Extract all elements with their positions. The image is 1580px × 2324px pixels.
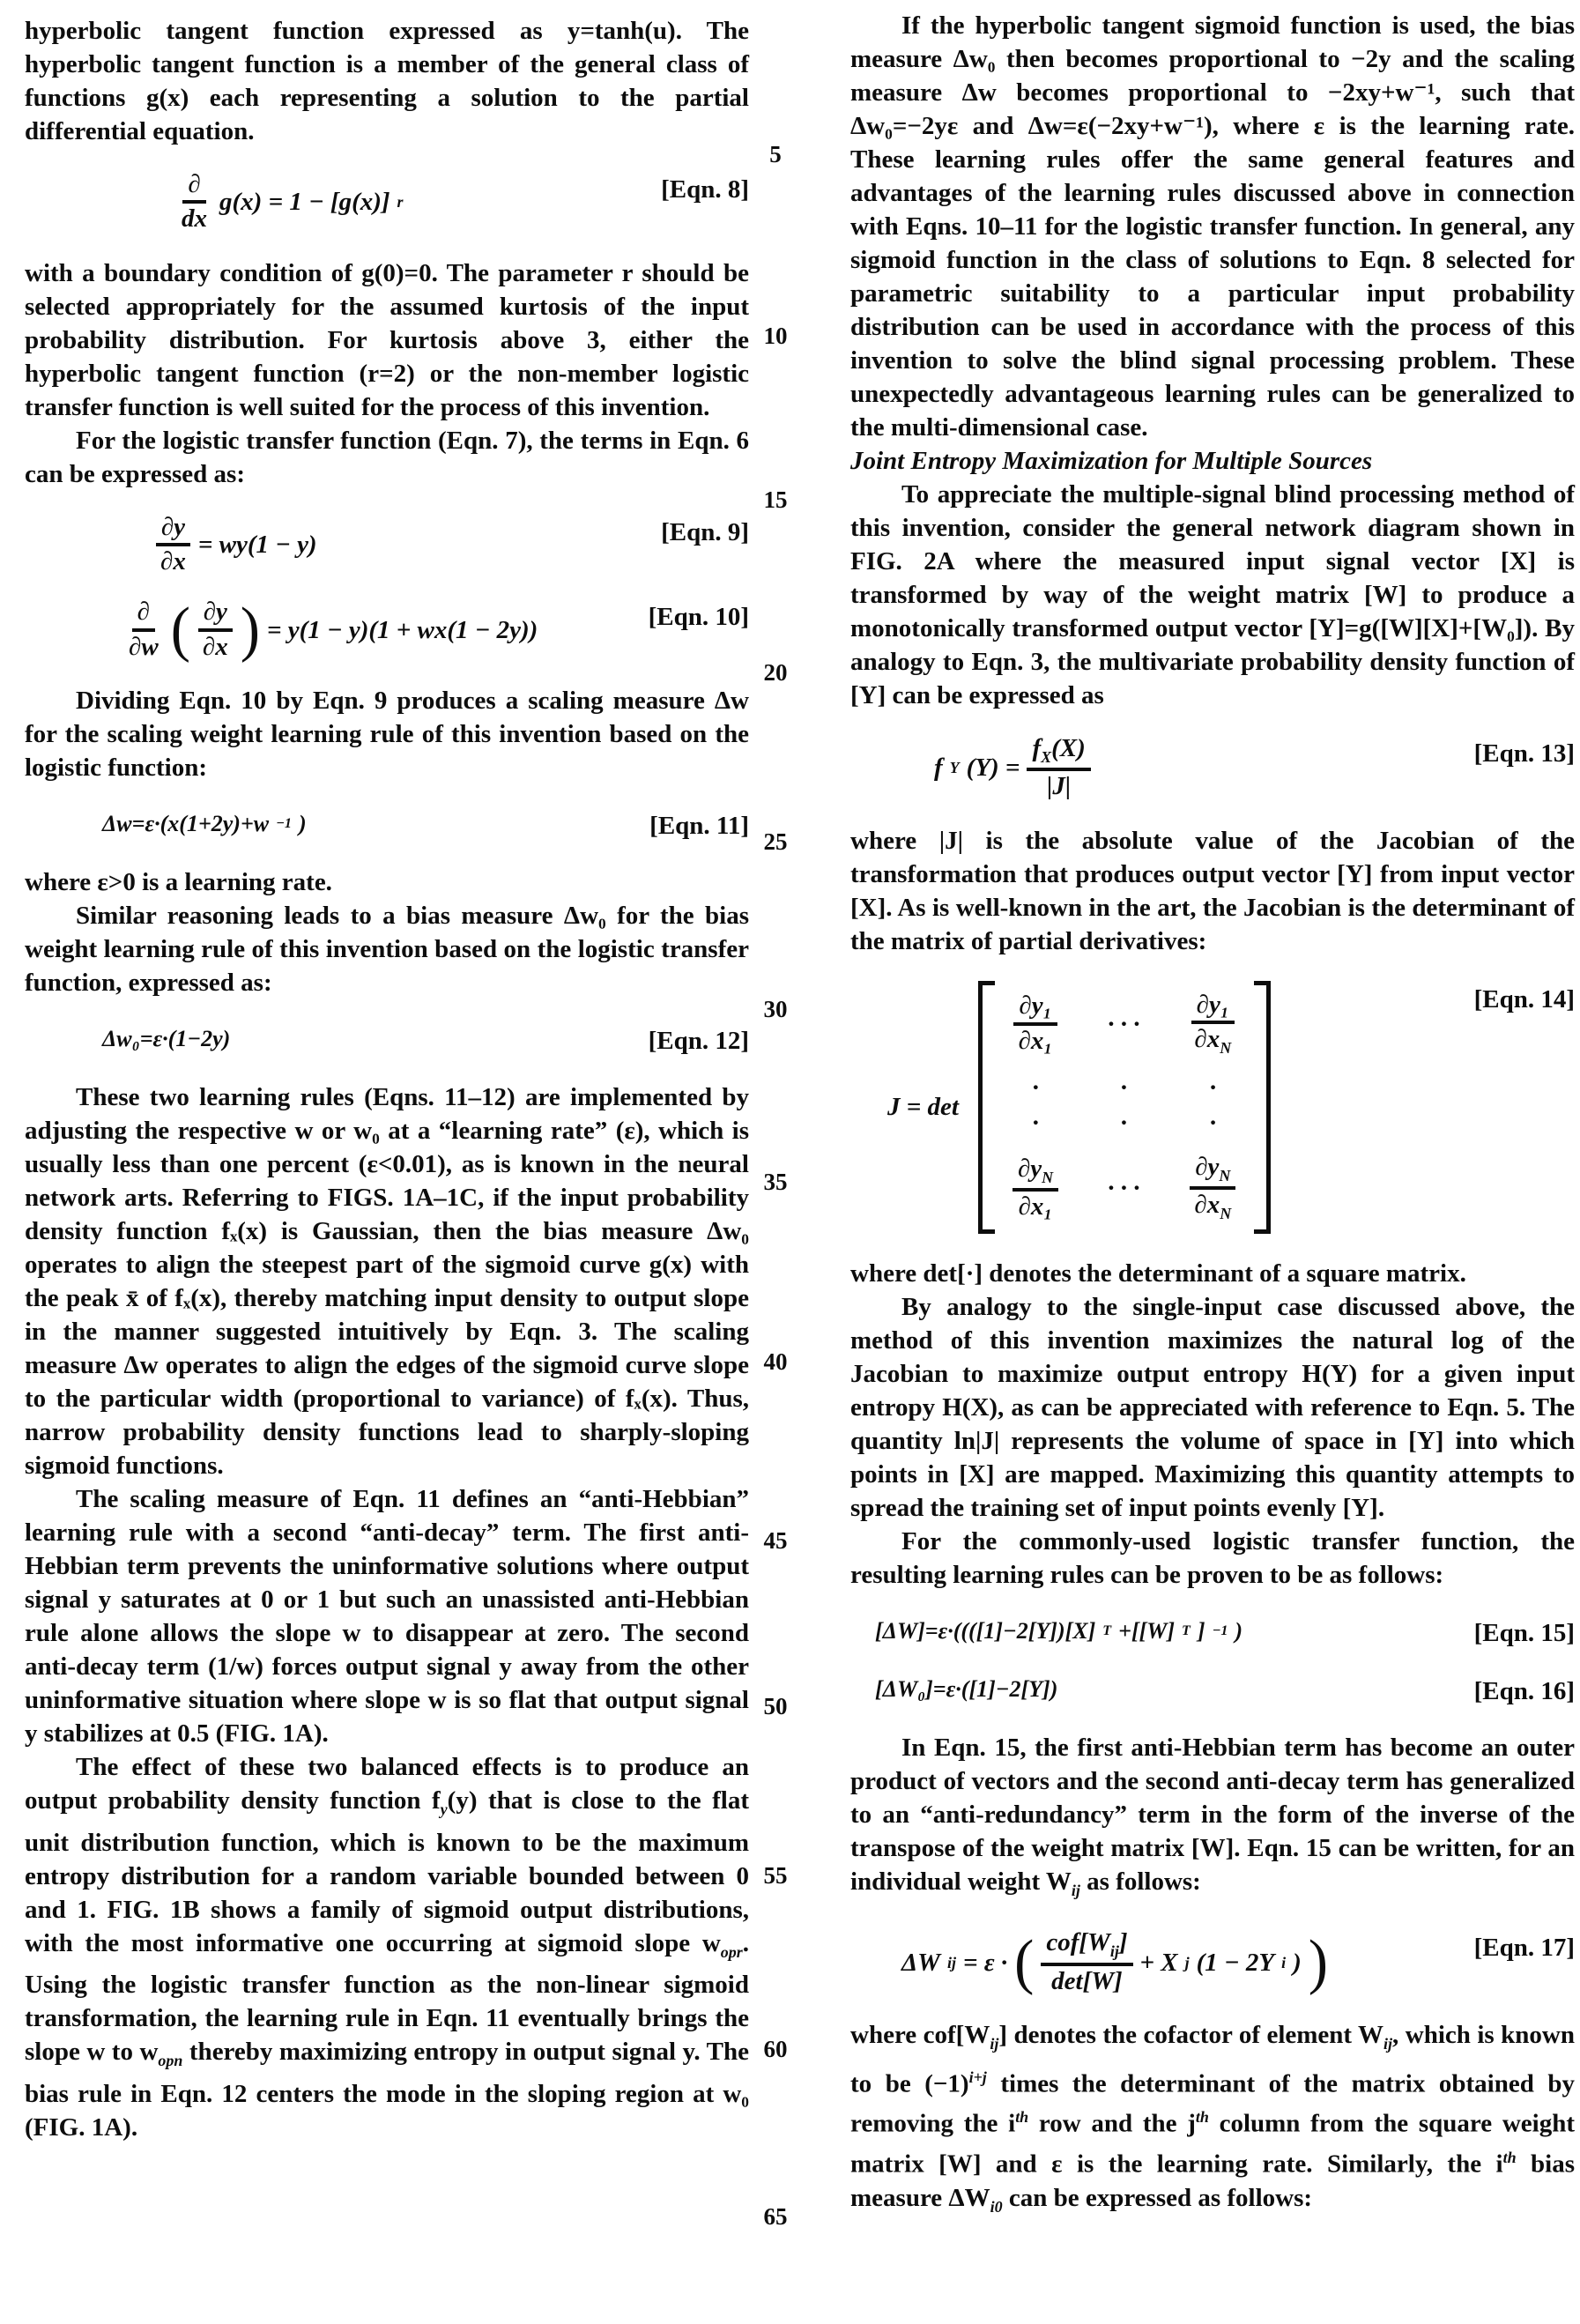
matrix-bracket-left: [978, 981, 995, 1234]
j-det-prefix: J = det: [887, 1093, 959, 1122]
equation-16: [850, 1673, 1575, 1708]
p17-text-d: times the determinant of the matrix obtained by removing the i: [850, 2069, 1575, 2138]
fraction-denominator: |J|: [1047, 772, 1072, 801]
subscript-X: X: [1041, 747, 1052, 766]
paragraph-resulting-rules: For the commonly-used logistic transfer function, the resulting learning rules can be proven to be as follows:: [850, 1526, 1575, 1589]
line-number-50: 50: [763, 1693, 788, 1719]
p9-text-a: The effect of these two balanced effects is to produce an output probability density function f: [25, 1752, 749, 1815]
fraction-numerator: $cof[W_{ij}]$: [1041, 1929, 1132, 1965]
equation-15-mid: +[[W]: [1118, 1617, 1176, 1644]
equation-10-rhs: = y(1 − y)(1 + wx(1 − 2y)): [266, 615, 538, 644]
paragraph-two-learning-rules: These two learning rules (Eqns. 11–12) are implemented by adjusting the respective w or w₀ at a “learning rate” (ε), which is usually less than one percent (ε<0.01), as is known in the neural network arts. Referring to FIGS. 1A–1C, if the input probability density function fₓ(x) is Gaussian, then the bias measure Δw₀ operates to align the steepest part of the sigmoid curve g(x) with the peak x̄ of fₓ(x), thereby matching input density to output slope in the manner suggested intuitively by Eqn. 3. The scaling measure Δw operates to align the edges of the sigmoid curve slope to the particular width (proportional to variance) of fₓ(x). Thus, narrow probability density functions lead to sharply-sloping sigmoid functions.: [25, 1082, 749, 1480]
plus-term: + X: [1139, 1948, 1178, 1977]
subscript-ij: ij: [990, 2034, 999, 2053]
p16-text-a: In Eqn. 15, the first anti-Hebbian term has become an outer product of vectors and the second anti-decay term has generalized to an “anti-redundancy” term in the form of the inverse of the transpose of the weight matrix [W]. Eqn. 15 can be written, for an individual weight W: [850, 1733, 1575, 1896]
equation-16-formula: [875, 1673, 1057, 1706]
subscript-i: i: [1281, 1953, 1287, 1971]
fraction: [197, 598, 234, 661]
paragraph-det-note: where det[·] denotes the determinant of a square matrix.: [850, 1259, 1466, 1288]
equation-9: [25, 514, 749, 576]
section-heading-joint-entropy: Joint Entropy Maximization for Multiple Sources: [850, 447, 1373, 475]
close-paren: ): [1308, 1927, 1328, 1996]
fraction: [1027, 735, 1090, 801]
line-number-60: 60: [763, 2036, 788, 2062]
p9-text-b: (y) that is close to the flat unit distribution function, which is known to be the maximum entropy distribution for a random variable bounded between 0 and 1. FIG. 1B shows a family of sigmoid output distributions, with the most informative one occurring at sigmoid slope w: [25, 1786, 750, 1957]
matrix-dots: · · ·: [1108, 1174, 1140, 1203]
superscript-th: th: [1502, 2148, 1517, 2166]
p17-text-a: where cof[W: [850, 2020, 990, 2049]
matrix-entry-N1: [1013, 1155, 1058, 1221]
line-number-20: 20: [763, 659, 788, 686]
equation-8-body: g(x) = 1 − [g(x)]: [219, 188, 390, 217]
matrix-dots: · · ·: [1108, 1009, 1140, 1038]
equation-9-formula: [155, 514, 317, 576]
superscript-th: th: [1015, 2108, 1029, 2127]
equation-8-label: [Eqn. 8]: [661, 175, 749, 204]
equation-10: [25, 595, 749, 664]
equation-9-rhs: = wy(1 − y): [197, 530, 317, 559]
left-column: [25, 14, 749, 2144]
open-paren: (: [170, 595, 190, 664]
fraction-numerator: ∂y₁: [1191, 991, 1235, 1024]
subscript-Y: Y: [949, 759, 960, 777]
p9-text-c: . Using the logistic transfer function as the non-linear sigmoid transformation, the learning rule in Eqn. 11 eventually brings the slope w to w: [25, 1928, 749, 2067]
line-number-55: 55: [763, 1862, 788, 1889]
paragraph-cofactor: [850, 2018, 1575, 2224]
equation-14-formula: [887, 981, 1271, 1234]
subscript-N: N: [1219, 1166, 1231, 1184]
paragraph-anti-hebbian: The scaling measure of Eqn. 11 defines an “anti-Hebbian” learning rule with a second “anti-decay” term. The first anti-Hebbian term prevents the uninformative solutions where output signal y saturates at 0 or 1 but such an unassisted anti-Hebbian rule alone allows the slope w to disappear at zero. The second anti-decay term (1/w) forces output signal y away from the other uninformative situation where slope w is so flat that output signal y stabilizes at 0.5 (FIG. 1A).: [25, 1484, 749, 1748]
equation-11-label: [Eqn. 11]: [649, 811, 749, 840]
equation-12: [25, 1022, 749, 1058]
fraction-denominator: dx: [182, 204, 207, 234]
paragraph-outer-product: [850, 1731, 1575, 1907]
paragraph-logistic-terms: For the logistic transfer function (Eqn. 7), the terms in Eqn. 6 can be expressed as:: [25, 426, 749, 488]
p9-text-d: thereby maximizing entropy in output signal y. The bias rule in Eqn. 12 centers the mode in the sloping region at w₀ (FIG. 1A).: [25, 2038, 749, 2142]
equation-12-formula: [102, 1022, 230, 1056]
equation-10-formula: [123, 595, 538, 664]
equation-12-body: Δw₀=ε·(1−2y): [102, 1025, 231, 1051]
matrix-dot: ·: [1032, 1073, 1039, 1103]
paragraph-bias-measure: Similar reasoning leads to a bias measure Δw₀ for the bias weight learning rule of this invention based on the logistic transfer function, expressed as:: [25, 901, 749, 997]
fraction: [155, 514, 191, 576]
matrix-dot: ·: [1032, 1109, 1039, 1138]
matrix-entry-11: [1013, 992, 1058, 1055]
matrix-dot: ·: [1209, 1073, 1216, 1103]
fraction: [123, 598, 164, 661]
equation-16-label: [Eqn. 16]: [1473, 1676, 1575, 1705]
equation-14: [850, 981, 1575, 1234]
equation-12-label: [Eqn. 12]: [648, 1026, 749, 1055]
superscript-th: th: [1195, 2108, 1209, 2127]
close-paren: ): [240, 595, 260, 664]
subscript-ij: ij: [1071, 1881, 1080, 1899]
equation-10-label: [Eqn. 10]: [648, 603, 749, 632]
delta-w: ΔW: [901, 1948, 940, 1977]
equation-13: [850, 735, 1575, 801]
matrix: [978, 981, 1271, 1234]
fraction-numerator: ∂y₁: [1013, 992, 1057, 1025]
fraction-denominator: ∂x₁: [1018, 1026, 1053, 1055]
p17-text-h: can be expressed as follows:: [1002, 2183, 1313, 2212]
subscript-N: N: [1042, 1168, 1054, 1186]
equation-17-label: [Eqn. 17]: [1473, 1934, 1575, 1963]
paragraph-dividing-eqns: Dividing Eqn. 10 by Eqn. 9 produces a scaling measure Δw for the scaling weight learning rule of this invention based on the logistic function:: [25, 686, 749, 782]
paragraph-multiple-signal: To appreciate the multiple-signal blind processing method of this invention, consider the general network diagram shown in FIG. 2A where the measured input signal vector [X] is transformed by way of the weight matrix [W] to produce a monotonically transformed output vector [Y]=g([W][X]+[W₀]). By analogy to Eqn. 3, the multivariate probability density function of [Y] can be expressed as: [850, 480, 1575, 709]
line-number-30: 30: [763, 996, 788, 1022]
matrix-dot: ·: [1120, 1073, 1127, 1103]
open-paren: (: [1014, 1927, 1035, 1996]
matrix-dot: ·: [1209, 1109, 1216, 1138]
matrix-grid: [995, 981, 1254, 1234]
fraction: [1041, 1929, 1132, 1995]
superscript-i-plus-j: i+j: [968, 2068, 987, 2086]
p16-text-b: as follows:: [1079, 1867, 1201, 1896]
numerator-arg: (X): [1051, 734, 1086, 762]
equation-17: [850, 1929, 1575, 1995]
equation-13-label: [Eqn. 13]: [1473, 739, 1575, 768]
line-number-65: 65: [763, 2203, 788, 2230]
subscript-opr: opr: [720, 1942, 743, 1961]
fraction-numerator: ∂y: [156, 514, 190, 546]
p17-text-f: column from the square weight matrix [W] and ε is the learning rate. Similarly, the i: [850, 2109, 1575, 2179]
matrix-entry-1N: [1189, 991, 1236, 1058]
exponent-r: r: [397, 193, 404, 212]
equation-13-lhs: (Y) =: [966, 754, 1020, 783]
fraction-numerator: $\partial y_N$: [1013, 1155, 1058, 1192]
equation-11: [25, 807, 749, 843]
p17-text-e: row and the j: [1028, 2109, 1196, 2138]
equation-13-formula: [934, 735, 1091, 801]
equation-15-body: [ΔW]=ε·((([1]−2[Y])[X]: [875, 1617, 1096, 1644]
fraction-numerator: ∂: [182, 171, 205, 204]
equation-11-formula: [102, 807, 307, 841]
equation-15: [850, 1615, 1575, 1650]
fraction-denominator: ∂x₁: [1018, 1192, 1053, 1221]
transpose-sup: T: [1102, 1622, 1112, 1638]
subscript-ij: ij: [1109, 1942, 1119, 1961]
paragraph-tanh-sigmoid: If the hyperbolic tangent sigmoid function is used, the bias measure Δw₀ then becomes proportional to −2y and the scaling measure Δw becomes proportional to −2xy+w⁻¹, such that Δw₀=−2yε and Δw=ε(−2xy+w⁻¹), where ε is the learning rate. These learning rules offer the same general features and advantages of the learning rules discussed above in connection with Eqns. 10–11 for the logistic transfer function. In general, any sigmoid function in the class of solutions to Eqn. 8 selected for parametric suitability to a particular input probability distribution can be used in accordance with the process of this invention to solve the blind signal processing problem. These unexpectedly advantageous learning rules can be generalized to the multi-dimensional case.: [850, 11, 1575, 442]
p17-text-g: bias measure ΔW: [850, 2150, 1575, 2212]
equation-16-body: [ΔW₀]=ε·([1]−2[Y]): [875, 1675, 1058, 1702]
matrix-dot: ·: [1120, 1109, 1127, 1138]
tail-term: (1 − 2Y: [1196, 1948, 1275, 1977]
p17-text-c: , which is known to be (−1): [850, 2020, 1575, 2098]
subscript-j: j: [1184, 1953, 1190, 1971]
fraction: [176, 171, 212, 234]
line-number-25: 25: [763, 828, 788, 855]
paragraph-maximize-log: By analogy to the single-input case discussed above, the method of this invention maximizes the natural log of the Jacobian to maximize output entropy H(Y) for a given input entropy H(X), as can be appreciated with reference to Eqn. 5. The quantity ln|J| represents the volume of space in [Y] into which points in [X] are mapped. Maximizing this quantity attempts to spread the training set of input points evenly [Y].: [850, 1292, 1575, 1522]
line-number-35: 35: [763, 1169, 788, 1195]
equation-11-body: Δw=ε·(x(1+2y)+w: [102, 810, 270, 836]
fraction-numerator: ∂: [132, 598, 155, 631]
tail-close: ): [1293, 1948, 1302, 1977]
fraction-denominator: $\partial x_N$: [1194, 1191, 1232, 1223]
subscript-ij: ij: [1383, 2034, 1393, 2053]
equation-9-label: [Eqn. 9]: [661, 517, 749, 546]
equation-15-end: ): [1235, 1617, 1243, 1644]
subscript-N: N: [1220, 1205, 1232, 1223]
equation-8: [25, 171, 749, 234]
line-number-40: 40: [763, 1348, 788, 1375]
subscript-y: y: [440, 1800, 448, 1818]
equals-epsilon: = ε ·: [962, 1948, 1008, 1977]
p17-text-b: ] denotes the cofactor of element W: [998, 2020, 1384, 2049]
equation-8-formula: [176, 171, 404, 234]
transpose-sup: T: [1182, 1622, 1191, 1638]
fraction-numerator: [1027, 735, 1090, 771]
paragraph-jacobian: where |J| is the absolute value of the Jacobian of the transformation that produces output vector [Y] from input vector [X]. As is well-known in the art, the Jacobian is the determinant of the matrix of partial derivatives:: [850, 826, 1575, 955]
equation-15-formula: [875, 1615, 1242, 1648]
line-number-45: 45: [763, 1527, 788, 1554]
fraction-denominator: ∂x: [202, 632, 228, 661]
equation-11-tail: ): [298, 810, 307, 836]
paragraph-tanh-intro: hyperbolic tangent function expressed as y=tanh(u). The hyperbolic tangent function is a member of the general class of functions g(x) each representing a solution to the partial differential equation.: [25, 17, 749, 145]
equation-17-formula: [901, 1929, 1328, 1995]
fraction-numerator: ∂y: [198, 598, 233, 631]
equation-15-label: [Eqn. 15]: [1473, 1618, 1575, 1647]
fraction-denominator: $\partial x_N$: [1194, 1024, 1232, 1057]
equation-15-bracket: ]: [1197, 1617, 1205, 1644]
right-column: [850, 9, 1575, 2223]
exponent-minus-1: −1: [276, 815, 292, 831]
matrix-bracket-right: [1254, 981, 1271, 1234]
subscript-ij: ij: [946, 1953, 956, 1971]
line-number-15: 15: [763, 486, 788, 513]
line-number-5: 5: [769, 141, 782, 167]
line-number-10: 10: [763, 323, 788, 349]
function-f: f: [1032, 734, 1042, 762]
paragraph-boundary-condition: with a boundary condition of g(0)=0. The parameter r should be selected appropriately for the assumed kurtosis of the input probability distribution. For kurtosis above 3, either the hyperbolic tangent function (r=2) or the non-member logistic transfer function is well suited for the process of this invention.: [25, 258, 749, 421]
subscript-N: N: [1220, 1038, 1232, 1057]
paragraph-balanced-effects: [25, 1750, 749, 2144]
fraction-numerator: $\partial y_N$: [1190, 1154, 1235, 1190]
fraction-denominator: det[W]: [1051, 1966, 1123, 1995]
matrix-entry-NN: [1189, 1154, 1236, 1222]
fraction-denominator: ∂x: [160, 546, 186, 575]
fraction-denominator: ∂w: [129, 632, 159, 661]
function-f: f: [934, 754, 943, 783]
subscript-i0: i0: [990, 2197, 1003, 2216]
paragraph-learning-rate: where ε>0 is a learning rate.: [25, 867, 332, 896]
equation-14-label: [Eqn. 14]: [1473, 984, 1575, 1014]
inverse-sup: −1: [1212, 1622, 1228, 1638]
subscript-opn: opn: [158, 2052, 183, 2070]
